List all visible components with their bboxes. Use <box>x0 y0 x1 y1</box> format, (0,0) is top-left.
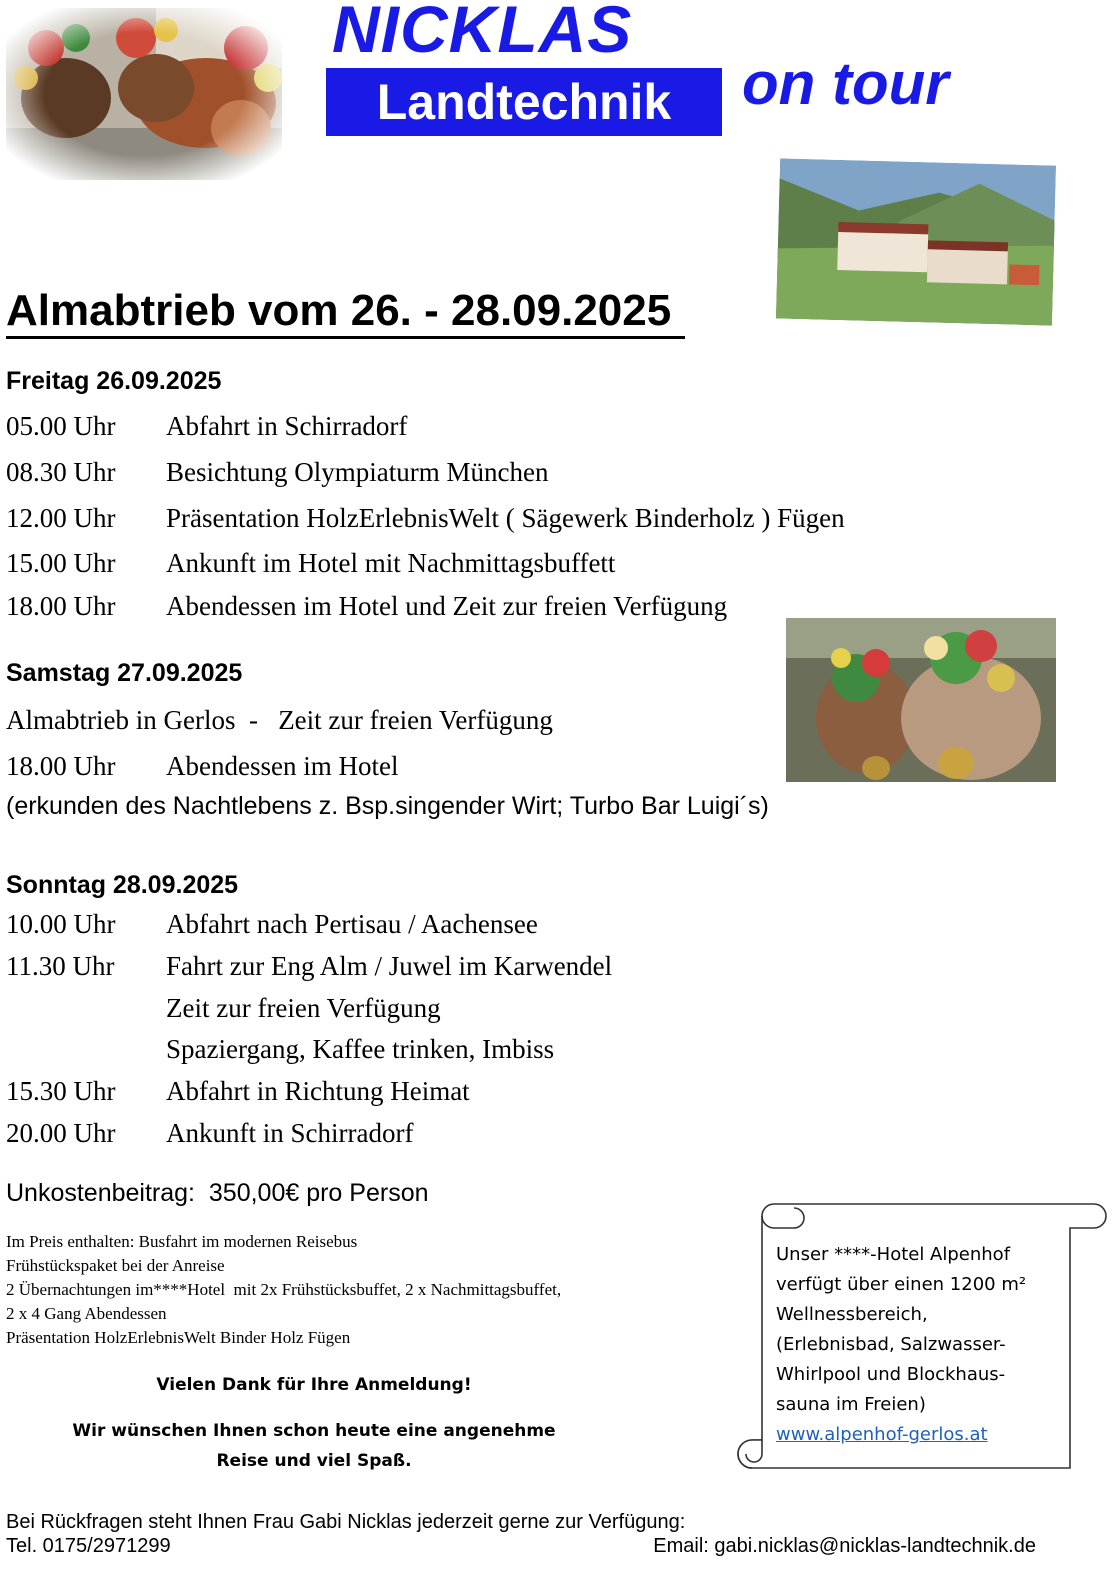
schedule-desc: Präsentation HolzErlebnisWelt ( Sägewerk Binderholz ) Fügen <box>166 503 845 533</box>
schedule-desc: Abfahrt in Richtung Heimat <box>166 1076 470 1106</box>
hotel-info-line: sauna im Freien) <box>776 1394 926 1415</box>
schedule-time: 12.00 Uhr <box>6 503 116 533</box>
thanks-message: Vielen Dank für Ihre Anmeldung! <box>156 1375 472 1395</box>
schedule-desc: Ankunft im Hotel mit Nachmittagsbuffett <box>166 548 616 578</box>
schedule-time: 15.30 Uhr <box>6 1076 116 1106</box>
wish-line-1: Wir wünschen Ihnen schon heute eine angenehme <box>72 1421 556 1441</box>
cow-parade-photo <box>6 8 282 180</box>
schedule-desc: Spaziergang, Kaffee trinken, Imbiss <box>166 1034 555 1064</box>
day-heading-saturday: Samstag 27.09.2025 <box>6 659 243 687</box>
footer-line: Bei Rückfragen steht Ihnen Frau Gabi Nicklas jederzeit gerne zur Verfügung: <box>6 1511 686 1533</box>
page-title: Almabtrieb vom 26. - 28.09.2025 <box>6 286 685 339</box>
price-line: Unkostenbeitrag: 350,00€ pro Person <box>6 1179 429 1207</box>
footer-phone: Tel. 0175/2971299 <box>6 1535 171 1557</box>
brand-name: NICKLAS <box>332 0 633 66</box>
schedule-desc: Abendessen im Hotel und Zeit zur freien Verfügung <box>166 591 728 621</box>
footer-email[interactable]: Email: gabi.nicklas@nicklas-landtechnik.de <box>653 1535 1036 1557</box>
day-heading-sunday: Sonntag 28.09.2025 <box>6 871 239 899</box>
schedule-desc: Besichtung Olympiaturm München <box>166 457 549 487</box>
hotel-valley-photo <box>776 158 1056 325</box>
schedule-desc: Abfahrt nach Pertisau / Aachensee <box>166 909 538 939</box>
saturday-note: (erkunden des Nachtlebens z. Bsp.singender Wirt; Turbo Bar Luigi´s) <box>6 792 769 820</box>
schedule-time: 15.00 Uhr <box>6 548 116 578</box>
schedule-time: 11.30 Uhr <box>6 951 115 981</box>
hotel-info-text <box>776 1240 1056 1450</box>
schedule-desc: Ankunft in Schirradorf <box>166 1118 414 1148</box>
schedule-time: 18.00 Uhr <box>6 751 116 781</box>
included-item: 2 Übernachtungen im****Hotel mit 2x Frühstücksbuffet, 2 x Nachmittagsbuffet, <box>6 1280 562 1299</box>
schedule-time: 08.30 Uhr <box>6 457 116 487</box>
schedule-time: 10.00 Uhr <box>6 909 116 939</box>
hotel-info-line: verfügt über einen 1200 m² <box>776 1274 1027 1295</box>
schedule-desc: Fahrt zur Eng Alm / Juwel im Karwendel <box>166 951 613 981</box>
schedule-time: 20.00 Uhr <box>6 1118 116 1148</box>
hotel-info-line: Wellnessbereich, <box>776 1304 928 1325</box>
schedule-desc: Abfahrt in Schirradorf <box>166 411 408 441</box>
schedule-time: 05.00 Uhr <box>6 411 116 441</box>
hotel-info-line: (Erlebnisbad, Salzwasser- <box>776 1334 1006 1355</box>
saturday-activity: Almabtrieb in Gerlos - Zeit zur freien Verfügung <box>6 705 553 735</box>
wish-line-2: Reise und viel Spaß. <box>216 1451 412 1471</box>
schedule-time: 18.00 Uhr <box>6 591 116 621</box>
included-item: Präsentation HolzErlebnisWelt Binder Holz Fügen <box>6 1328 351 1347</box>
hotel-info-line: Unser ****-Hotel Alpenhof <box>776 1244 1011 1265</box>
included-list <box>6 1230 561 1350</box>
brand-tagline: on tour <box>742 50 949 117</box>
hotel-website-link[interactable]: www.alpenhof-gerlos.at <box>776 1424 988 1445</box>
day-heading-friday: Freitag 26.09.2025 <box>6 367 222 395</box>
brand-subtitle-box: Landtechnik <box>326 68 722 136</box>
schedule-desc: Zeit zur freien Verfügung <box>166 993 441 1023</box>
footer-contact <box>6 1510 1056 1558</box>
schedule-desc: Abendessen im Hotel <box>166 751 399 781</box>
hotel-info-line: Whirlpool und Blockhaus- <box>776 1364 1006 1385</box>
included-item: 2 x 4 Gang Abendessen <box>6 1304 167 1323</box>
decorated-cows-photo <box>786 618 1056 782</box>
included-item: Im Preis enthalten: Busfahrt im modernen Reisebus <box>6 1232 358 1251</box>
included-item: Frühstückspaket bei der Anreise <box>6 1256 225 1275</box>
